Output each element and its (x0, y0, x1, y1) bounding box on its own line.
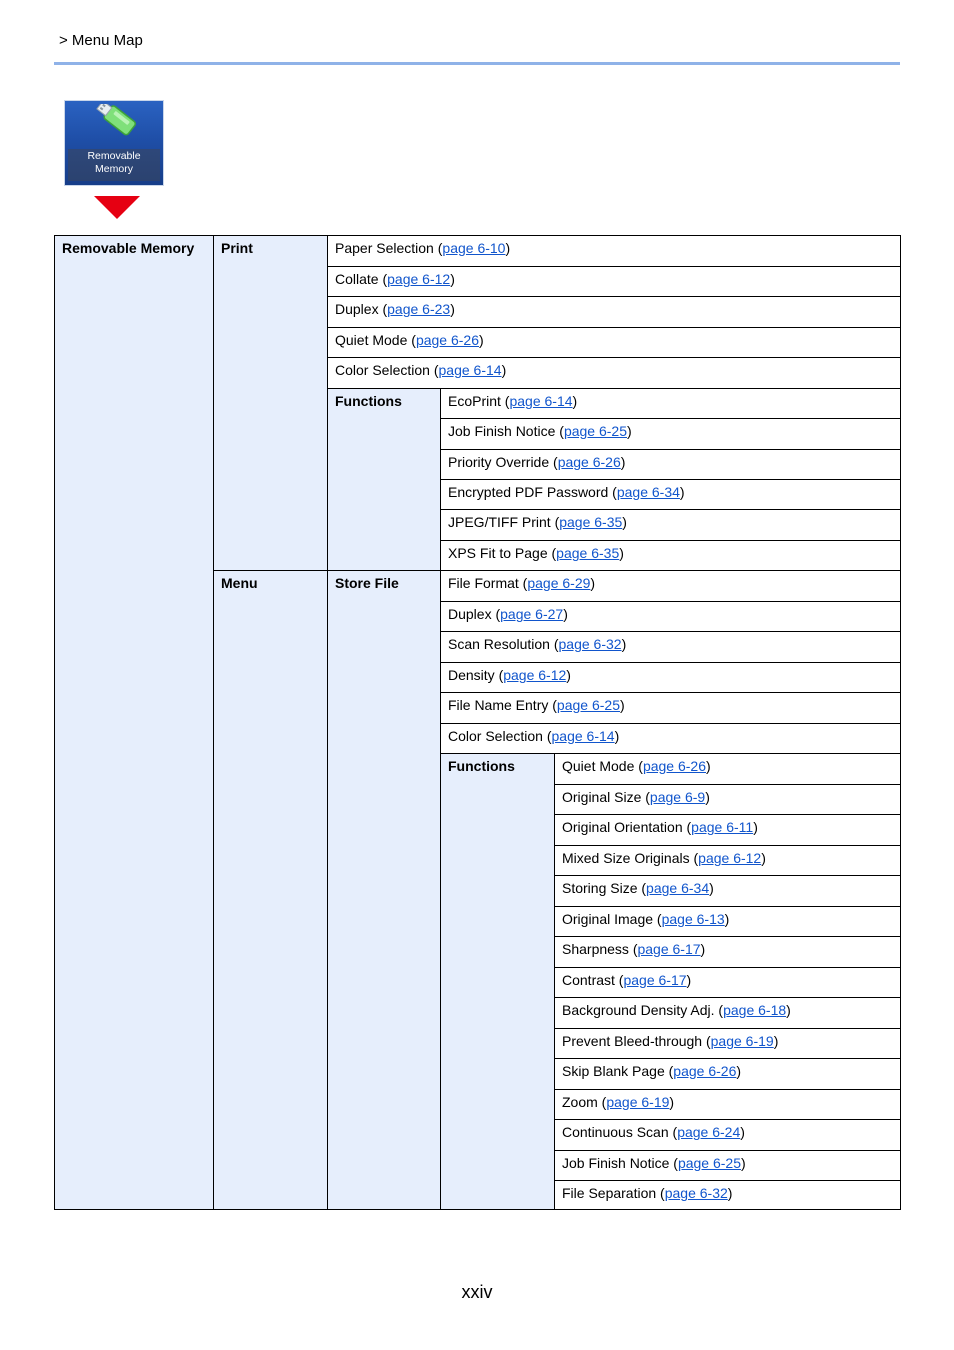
store-file-function-item: Quiet Mode (page 6-26) (562, 758, 711, 774)
level1-heading: Removable Memory (62, 240, 195, 256)
row-divider (554, 845, 900, 846)
page-link[interactable]: page 6-11 (691, 819, 754, 835)
page-link[interactable]: page 6-12 (387, 271, 451, 287)
row-divider (554, 967, 900, 968)
page-link[interactable]: page 6-14 (509, 393, 573, 409)
page-link[interactable]: page 6-25 (556, 697, 620, 713)
row-divider (440, 449, 900, 450)
store-file-heading: Store File (335, 575, 399, 591)
row-divider (554, 997, 900, 998)
row-divider (440, 509, 900, 510)
print-function-item: XPS Fit to Page (page 6-35) (448, 545, 624, 561)
row-divider (554, 1028, 900, 1029)
page-link[interactable]: page 6-9 (649, 789, 706, 805)
category-column-bg (440, 753, 554, 1210)
column-divider (213, 235, 214, 1210)
page-link[interactable]: page 6-32 (664, 1185, 728, 1201)
column-divider (440, 388, 441, 1210)
page-link[interactable]: page 6-34 (616, 484, 680, 500)
page-link[interactable]: page 6-23 (387, 301, 451, 317)
store-file-function-item: Continuous Scan (page 6-24) (562, 1124, 745, 1140)
usb-drive-icon (86, 104, 142, 148)
removable-memory-app-icon[interactable] (64, 100, 164, 186)
print-heading: Print (221, 240, 253, 256)
row-divider (554, 784, 900, 785)
row-divider (554, 814, 900, 815)
row-divider (440, 723, 900, 724)
header-rule (54, 62, 900, 65)
store-file-function-item: Mixed Size Originals (page 6-12) (562, 850, 766, 866)
icon-label-line1: Removable (87, 150, 141, 162)
category-column-bg (213, 235, 327, 1210)
page-link[interactable]: page 6-14 (551, 728, 615, 744)
store-file-functions-heading: Functions (448, 758, 515, 774)
store-file-function-item: Skip Blank Page (page 6-26) (562, 1063, 742, 1079)
category-column-bg (327, 388, 440, 1210)
page-link[interactable]: page 6-25 (677, 1155, 741, 1171)
page-link[interactable]: page 6-27 (500, 606, 564, 622)
store-file-item: Color Selection (page 6-14) (448, 728, 620, 744)
page-link[interactable]: page 6-24 (677, 1124, 741, 1140)
store-file-function-item: Contrast (page 6-17) (562, 972, 692, 988)
row-divider (440, 631, 900, 632)
store-file-item: File Name Entry (page 6-25) (448, 697, 625, 713)
row-divider (327, 388, 900, 389)
store-file-function-item: Original Orientation (page 6-11) (562, 819, 758, 835)
store-file-item: Duplex (page 6-27) (448, 606, 568, 622)
page-link[interactable]: page 6-26 (642, 758, 706, 774)
row-divider (440, 479, 900, 480)
column-divider (327, 235, 328, 1210)
page-link[interactable]: page 6-17 (623, 972, 687, 988)
page-link[interactable]: page 6-29 (527, 575, 591, 591)
store-file-item: File Format (page 6-29) (448, 575, 596, 591)
row-divider (327, 327, 900, 328)
row-divider (440, 662, 900, 663)
page-number: xxiv (461, 1282, 493, 1302)
row-divider (440, 692, 900, 693)
print-functions-heading: Functions (335, 393, 402, 409)
row-divider (327, 357, 900, 358)
print-item: Collate (page 6-12) (335, 271, 455, 287)
page-link[interactable]: page 6-32 (558, 636, 622, 652)
page-link[interactable]: page 6-14 (438, 362, 502, 378)
row-divider (554, 1180, 900, 1181)
menu-heading: Menu (221, 575, 258, 591)
page-link[interactable]: page 6-34 (646, 880, 710, 896)
page-link[interactable]: page 6-25 (563, 423, 627, 439)
page-link[interactable]: page 6-12 (503, 667, 567, 683)
row-divider (54, 1209, 900, 1210)
page-link[interactable]: page 6-26 (557, 454, 621, 470)
print-item: Color Selection (page 6-14) (335, 362, 507, 378)
column-divider (554, 753, 555, 1210)
page-link[interactable]: page 6-12 (698, 850, 762, 866)
page-link[interactable]: page 6-13 (661, 911, 725, 927)
row-divider (440, 601, 900, 602)
print-item: Paper Selection (page 6-10) (335, 240, 511, 256)
category-column-bg (54, 235, 213, 1210)
row-divider (213, 570, 900, 571)
print-item: Duplex (page 6-23) (335, 301, 455, 317)
print-function-item: Priority Override (page 6-26) (448, 454, 626, 470)
row-divider (554, 936, 900, 937)
icon-label (64, 150, 164, 176)
store-file-function-item: Storing Size (page 6-34) (562, 880, 714, 896)
icon-label-line2: Memory (95, 163, 133, 175)
row-divider (554, 1089, 900, 1090)
store-file-item: Density (page 6-12) (448, 667, 571, 683)
row-divider (440, 753, 900, 754)
row-divider (440, 540, 900, 541)
store-file-item: Scan Resolution (page 6-32) (448, 636, 627, 652)
row-divider (554, 1119, 900, 1120)
store-file-function-item: Original Size (page 6-9) (562, 789, 710, 805)
print-item: Quiet Mode (page 6-26) (335, 332, 484, 348)
store-file-function-item: Sharpness (page 6-17) (562, 941, 706, 957)
menu-map-table (54, 235, 900, 1210)
row-divider (440, 418, 900, 419)
page-link[interactable]: page 6-10 (442, 240, 506, 256)
print-function-item: Job Finish Notice (page 6-25) (448, 423, 632, 439)
page-link[interactable]: page 6-26 (673, 1063, 737, 1079)
row-divider (554, 1058, 900, 1059)
store-file-function-item: Original Image (page 6-13) (562, 911, 730, 927)
print-function-item: Encrypted PDF Password (page 6-34) (448, 484, 685, 500)
row-divider (327, 266, 900, 267)
page-link[interactable]: page 6-17 (637, 941, 701, 957)
store-file-function-item: Zoom (page 6-19) (562, 1094, 675, 1110)
row-divider (554, 875, 900, 876)
row-divider (327, 296, 900, 297)
breadcrumb: > Menu Map (59, 32, 143, 49)
row-divider (554, 906, 900, 907)
page-link[interactable]: page 6-19 (606, 1094, 670, 1110)
column-divider (54, 235, 55, 1210)
page-link[interactable]: page 6-26 (415, 332, 479, 348)
store-file-function-item: File Separation (page 6-32) (562, 1185, 733, 1201)
store-file-function-item: Prevent Bleed-through (page 6-19) (562, 1033, 779, 1049)
page-link[interactable]: page 6-35 (556, 545, 620, 561)
page-link[interactable]: page 6-18 (723, 1002, 787, 1018)
page-link[interactable]: page 6-19 (710, 1033, 774, 1049)
store-file-function-item: Job Finish Notice (page 6-25) (562, 1155, 746, 1171)
print-function-item: JPEG/TIFF Print (page 6-35) (448, 514, 627, 530)
row-divider (54, 235, 900, 236)
down-arrow-icon (94, 196, 140, 219)
store-file-function-item: Background Density Adj. (page 6-18) (562, 1002, 791, 1018)
row-divider (554, 1150, 900, 1151)
page-link[interactable]: page 6-35 (559, 514, 623, 530)
print-function-item: EcoPrint (page 6-14) (448, 393, 578, 409)
